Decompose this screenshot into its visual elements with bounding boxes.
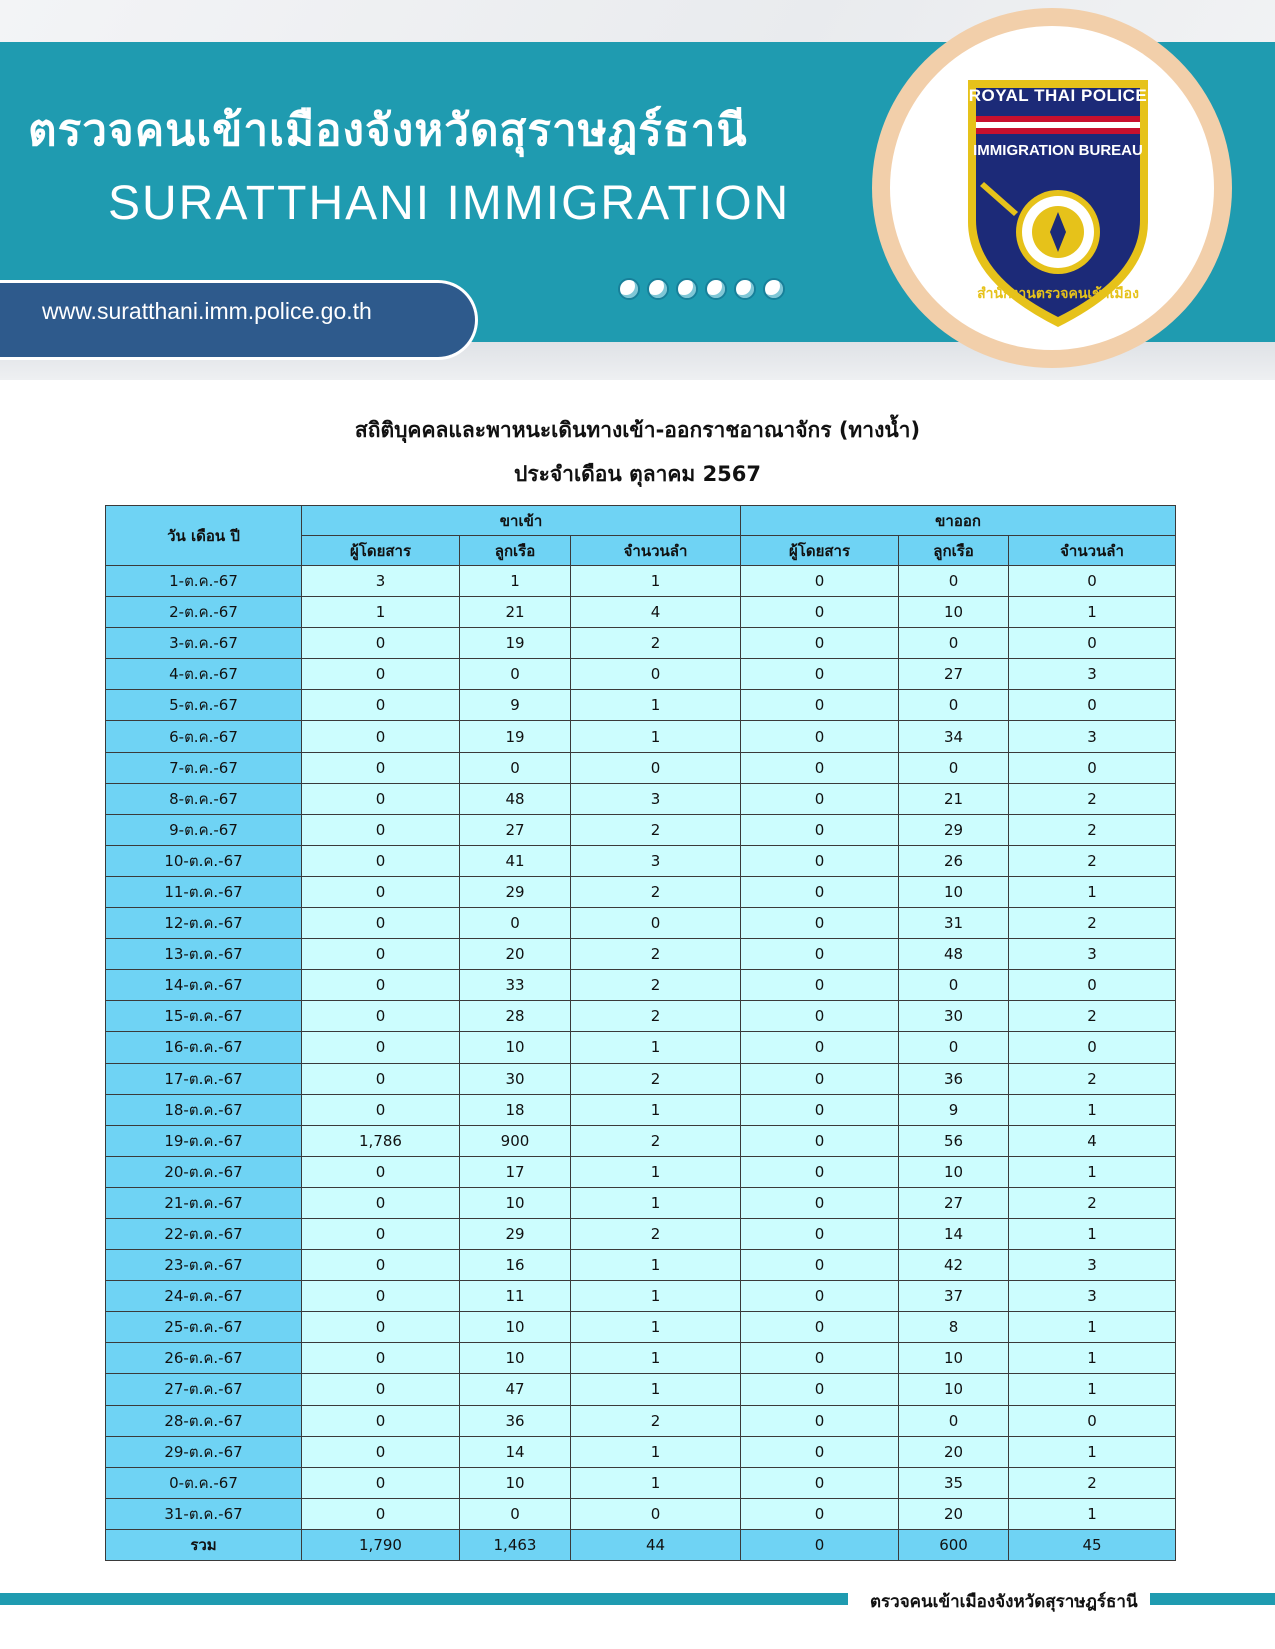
value-cell: 0 [741,1374,899,1405]
value-cell: 0 [741,783,899,814]
column-header: ผู้โดยสาร [302,536,460,566]
table-row [106,659,1176,690]
value-cell: 31 [899,908,1009,939]
value-cell: 2 [571,970,741,1001]
value-cell: 1 [571,1250,741,1281]
value-cell: 0 [1009,1405,1176,1436]
date-cell: 2-ต.ค.-67 [106,597,302,628]
value-cell: 0 [741,1405,899,1436]
value-cell: 2 [1009,1063,1176,1094]
date-cell: 22-ต.ค.-67 [106,1218,302,1249]
value-cell: 0 [302,908,460,939]
value-cell: 0 [741,1125,899,1156]
value-cell: 56 [899,1125,1009,1156]
value-cell: 3 [571,845,741,876]
value-cell: 34 [899,721,1009,752]
value-cell: 29 [899,814,1009,845]
value-cell: 3 [1009,721,1176,752]
dot-icon [676,278,698,300]
table-row [106,1001,1176,1032]
value-cell: 1 [571,721,741,752]
value-cell: 3 [1009,1281,1176,1312]
value-cell: 0 [741,1436,899,1467]
value-cell: 2 [571,1063,741,1094]
value-cell: 0 [302,1498,460,1529]
value-cell: 0 [899,970,1009,1001]
value-cell: 0 [302,1218,460,1249]
value-cell: 14 [899,1218,1009,1249]
value-cell: 4 [1009,1125,1176,1156]
value-cell: 1 [1009,1218,1176,1249]
value-cell: 19 [460,628,571,659]
table-row [106,1436,1176,1467]
police-badge-icon [958,72,1158,332]
value-cell: 2 [1009,908,1176,939]
value-cell: 3 [1009,1250,1176,1281]
dot-icon [763,278,785,300]
value-cell: 21 [899,783,1009,814]
value-cell: 0 [741,876,899,907]
value-cell: 27 [899,659,1009,690]
value-cell: 2 [571,1405,741,1436]
value-cell: 0 [741,1498,899,1529]
value-cell: 1 [571,566,741,597]
date-cell: 16-ต.ค.-67 [106,1032,302,1063]
column-header: ลูกเรือ [899,536,1009,566]
value-cell: 0 [302,970,460,1001]
value-cell: 900 [460,1125,571,1156]
date-cell: 8-ต.ค.-67 [106,783,302,814]
column-header: จำนวนลำ [571,536,741,566]
value-cell: 0 [741,690,899,721]
date-cell: 29-ต.ค.-67 [106,1436,302,1467]
value-cell: 1 [571,1032,741,1063]
value-cell: 0 [741,1187,899,1218]
value-cell: 0 [302,1032,460,1063]
value-cell: 0 [741,939,899,970]
table-row [106,752,1176,783]
value-cell: 36 [460,1405,571,1436]
value-cell: 1 [1009,1343,1176,1374]
value-cell: 10 [460,1343,571,1374]
value-cell: 0 [741,845,899,876]
date-cell: 10-ต.ค.-67 [106,845,302,876]
value-cell: 26 [899,845,1009,876]
value-cell: 0 [1009,1032,1176,1063]
value-cell: 0 [302,783,460,814]
value-cell: 0 [302,1063,460,1094]
value-cell: 36 [899,1063,1009,1094]
table-row [106,845,1176,876]
value-cell: 1 [571,1187,741,1218]
date-cell: 3-ต.ค.-67 [106,628,302,659]
value-cell: 2 [1009,1187,1176,1218]
value-cell: 1,786 [302,1125,460,1156]
value-cell: 27 [460,814,571,845]
value-cell: 0 [899,690,1009,721]
table-row [106,1187,1176,1218]
table-row [106,876,1176,907]
table-row [106,721,1176,752]
value-cell: 0 [741,1281,899,1312]
badge-top-text: ROYAL THAI POLICE [968,86,1148,105]
date-cell: 25-ต.ค.-67 [106,1312,302,1343]
date-cell: 12-ต.ค.-67 [106,908,302,939]
table-row [106,566,1176,597]
value-cell: 1 [571,1467,741,1498]
date-cell: 1-ต.ค.-67 [106,566,302,597]
value-cell: 10 [460,1312,571,1343]
value-cell: 10 [899,1156,1009,1187]
table-row [106,597,1176,628]
value-cell: 41 [460,845,571,876]
footer-bar [1150,1593,1275,1605]
value-cell: 0 [571,752,741,783]
value-cell: 1 [1009,1374,1176,1405]
value-cell: 0 [899,1032,1009,1063]
value-cell: 1 [571,1343,741,1374]
value-cell: 30 [460,1063,571,1094]
value-cell: 0 [899,1405,1009,1436]
value-cell: 1 [1009,1156,1176,1187]
value-cell: 0 [302,845,460,876]
report-subtitle: ประจำเดือน ตุลาคม 2567 [513,462,762,486]
value-cell: 0 [741,1250,899,1281]
value-cell: 0 [741,1156,899,1187]
value-cell: 0 [899,752,1009,783]
value-cell: 0 [302,876,460,907]
value-cell: 2 [571,939,741,970]
date-cell: 23-ต.ค.-67 [106,1250,302,1281]
value-cell: 0 [302,1467,460,1498]
value-cell: 1 [1009,1498,1176,1529]
total-value: 45 [1009,1529,1176,1560]
value-cell: 0 [1009,566,1176,597]
badge-bottom-text: สำนักงานตรวจคนเข้าเมือง [977,286,1139,302]
total-value: 1,790 [302,1529,460,1560]
value-cell: 27 [899,1187,1009,1218]
table-row [106,1032,1176,1063]
value-cell: 29 [460,1218,571,1249]
value-cell: 0 [1009,970,1176,1001]
date-cell: 7-ต.ค.-67 [106,752,302,783]
value-cell: 1 [1009,876,1176,907]
value-cell: 2 [1009,1001,1176,1032]
value-cell: 14 [460,1436,571,1467]
table-row [106,1125,1176,1156]
value-cell: 0 [302,628,460,659]
footer-bar [0,1593,848,1605]
value-cell: 0 [460,908,571,939]
table-row [106,939,1176,970]
value-cell: 0 [302,1001,460,1032]
value-cell: 0 [302,1187,460,1218]
value-cell: 0 [1009,628,1176,659]
table-row [106,1312,1176,1343]
value-cell: 3 [1009,939,1176,970]
table-row [106,814,1176,845]
website-url[interactable]: www.suratthani.imm.police.go.th [42,298,372,324]
date-column-header: วัน เดือน ปี [106,506,302,566]
value-cell: 3 [1009,659,1176,690]
value-cell: 2 [1009,845,1176,876]
value-cell: 0 [741,1343,899,1374]
date-cell: 17-ต.ค.-67 [106,1063,302,1094]
value-cell: 0 [302,1405,460,1436]
value-cell: 0 [302,721,460,752]
value-cell: 0 [302,814,460,845]
table-row [106,1218,1176,1249]
value-cell: 2 [1009,1467,1176,1498]
column-header: ลูกเรือ [460,536,571,566]
value-cell: 10 [460,1032,571,1063]
value-cell: 0 [302,1374,460,1405]
date-cell: 4-ต.ค.-67 [106,659,302,690]
table-row [106,690,1176,721]
date-cell: 28-ต.ค.-67 [106,1405,302,1436]
value-cell: 0 [571,1498,741,1529]
value-cell: 2 [571,628,741,659]
value-cell: 35 [899,1467,1009,1498]
date-cell: 0-ต.ค.-67 [106,1467,302,1498]
value-cell: 0 [1009,752,1176,783]
date-cell: 20-ต.ค.-67 [106,1156,302,1187]
total-value: 0 [741,1529,899,1560]
date-cell: 24-ต.ค.-67 [106,1281,302,1312]
agency-title-thai: ตรวจคนเข้าเมืองจังหวัดสุราษฎร์ธานี [28,105,748,156]
value-cell: 9 [460,690,571,721]
date-cell: 27-ต.ค.-67 [106,1374,302,1405]
inbound-group-header: ขาเข้า [302,506,741,536]
value-cell: 10 [460,1467,571,1498]
table-row [106,1063,1176,1094]
statistics-table [105,505,1176,1561]
table-row [106,1405,1176,1436]
value-cell: 0 [302,659,460,690]
date-cell: 13-ต.ค.-67 [106,939,302,970]
table-row [106,970,1176,1001]
value-cell: 10 [899,597,1009,628]
table-row [106,1374,1176,1405]
value-cell: 28 [460,1001,571,1032]
value-cell: 1 [571,1094,741,1125]
date-cell: 11-ต.ค.-67 [106,876,302,907]
value-cell: 0 [1009,690,1176,721]
value-cell: 9 [899,1094,1009,1125]
value-cell: 48 [899,939,1009,970]
value-cell: 16 [460,1250,571,1281]
value-cell: 21 [460,597,571,628]
value-cell: 0 [741,1467,899,1498]
value-cell: 0 [899,628,1009,659]
value-cell: 0 [741,721,899,752]
value-cell: 20 [899,1498,1009,1529]
date-cell: 21-ต.ค.-67 [106,1187,302,1218]
date-cell: 9-ต.ค.-67 [106,814,302,845]
value-cell: 11 [460,1281,571,1312]
date-cell: 5-ต.ค.-67 [106,690,302,721]
table-row [106,1250,1176,1281]
table-row [106,1094,1176,1125]
dot-icon [618,278,640,300]
table-row [106,908,1176,939]
value-cell: 2 [571,876,741,907]
date-cell: 15-ต.ค.-67 [106,1001,302,1032]
total-value: 600 [899,1529,1009,1560]
value-cell: 0 [741,628,899,659]
decorative-dots [618,278,785,300]
value-cell: 2 [571,1125,741,1156]
value-cell: 0 [302,939,460,970]
table-row [106,628,1176,659]
value-cell: 0 [571,659,741,690]
value-cell: 37 [899,1281,1009,1312]
value-cell: 0 [302,1343,460,1374]
date-cell: 31-ต.ค.-67 [106,1498,302,1529]
value-cell: 1 [1009,1094,1176,1125]
value-cell: 19 [460,721,571,752]
value-cell: 0 [741,752,899,783]
value-cell: 0 [302,1250,460,1281]
value-cell: 47 [460,1374,571,1405]
value-cell: 1 [1009,597,1176,628]
value-cell: 0 [741,1094,899,1125]
value-cell: 17 [460,1156,571,1187]
table-row [106,783,1176,814]
value-cell: 1 [1009,1312,1176,1343]
table-row [106,1343,1176,1374]
value-cell: 0 [302,752,460,783]
value-cell: 1 [571,1281,741,1312]
value-cell: 0 [741,1218,899,1249]
value-cell: 1 [460,566,571,597]
value-cell: 20 [899,1436,1009,1467]
column-header: จำนวนลำ [1009,536,1176,566]
value-cell: 0 [302,1156,460,1187]
value-cell: 0 [741,1001,899,1032]
dot-icon [705,278,727,300]
value-cell: 1 [571,690,741,721]
outbound-group-header: ขาออก [741,506,1176,536]
value-cell: 1 [1009,1436,1176,1467]
dot-icon [647,278,669,300]
value-cell: 2 [571,814,741,845]
table-row [106,1498,1176,1529]
value-cell: 0 [741,566,899,597]
date-cell: 18-ต.ค.-67 [106,1094,302,1125]
value-cell: 10 [899,876,1009,907]
value-cell: 0 [741,1032,899,1063]
table-body [106,566,1176,1561]
value-cell: 4 [571,597,741,628]
value-cell: 0 [741,597,899,628]
value-cell: 0 [460,752,571,783]
total-value: 44 [571,1529,741,1560]
table-row [106,1467,1176,1498]
value-cell: 0 [460,659,571,690]
value-cell: 42 [899,1250,1009,1281]
date-cell: 19-ต.ค.-67 [106,1125,302,1156]
value-cell: 10 [460,1187,571,1218]
value-cell: 10 [899,1343,1009,1374]
total-label: รวม [106,1529,302,1560]
value-cell: 2 [1009,783,1176,814]
value-cell: 3 [302,566,460,597]
value-cell: 18 [460,1094,571,1125]
column-header: ผู้โดยสาร [741,536,899,566]
value-cell: 29 [460,876,571,907]
value-cell: 0 [302,1281,460,1312]
value-cell: 20 [460,939,571,970]
value-cell: 0 [741,970,899,1001]
badge-mid-text: IMMIGRATION BUREAU [973,142,1143,159]
report-title: สถิติบุคคลและพาหนะเดินทางเข้า-ออกราชอาณาจักร (ทางน้ำ) [354,418,921,442]
date-cell: 14-ต.ค.-67 [106,970,302,1001]
value-cell: 48 [460,783,571,814]
value-cell: 3 [571,783,741,814]
value-cell: 33 [460,970,571,1001]
value-cell: 0 [899,566,1009,597]
value-cell: 0 [741,814,899,845]
value-cell: 0 [302,690,460,721]
value-cell: 0 [741,908,899,939]
value-cell: 1 [571,1374,741,1405]
date-cell: 26-ต.ค.-67 [106,1343,302,1374]
value-cell: 0 [741,1063,899,1094]
value-cell: 2 [571,1218,741,1249]
value-cell: 0 [302,1312,460,1343]
dot-icon [734,278,756,300]
value-cell: 1 [571,1436,741,1467]
value-cell: 8 [899,1312,1009,1343]
value-cell: 2 [571,1001,741,1032]
value-cell: 0 [741,1312,899,1343]
value-cell: 0 [460,1498,571,1529]
value-cell: 1 [571,1156,741,1187]
value-cell: 0 [302,1094,460,1125]
total-row [106,1529,1176,1560]
table-row [106,1281,1176,1312]
value-cell: 1 [302,597,460,628]
value-cell: 30 [899,1001,1009,1032]
value-cell: 0 [741,659,899,690]
total-value: 1,463 [460,1529,571,1560]
value-cell: 0 [571,908,741,939]
footer-agency-name: ตรวจคนเข้าเมืองจังหวัดสุราษฎร์ธานี [870,1592,1138,1612]
date-cell: 6-ต.ค.-67 [106,721,302,752]
agency-title-english: SURATTHANI IMMIGRATION [108,177,791,230]
value-cell: 2 [1009,814,1176,845]
value-cell: 1 [571,1312,741,1343]
value-cell: 10 [899,1374,1009,1405]
table-row [106,1156,1176,1187]
value-cell: 0 [302,1436,460,1467]
